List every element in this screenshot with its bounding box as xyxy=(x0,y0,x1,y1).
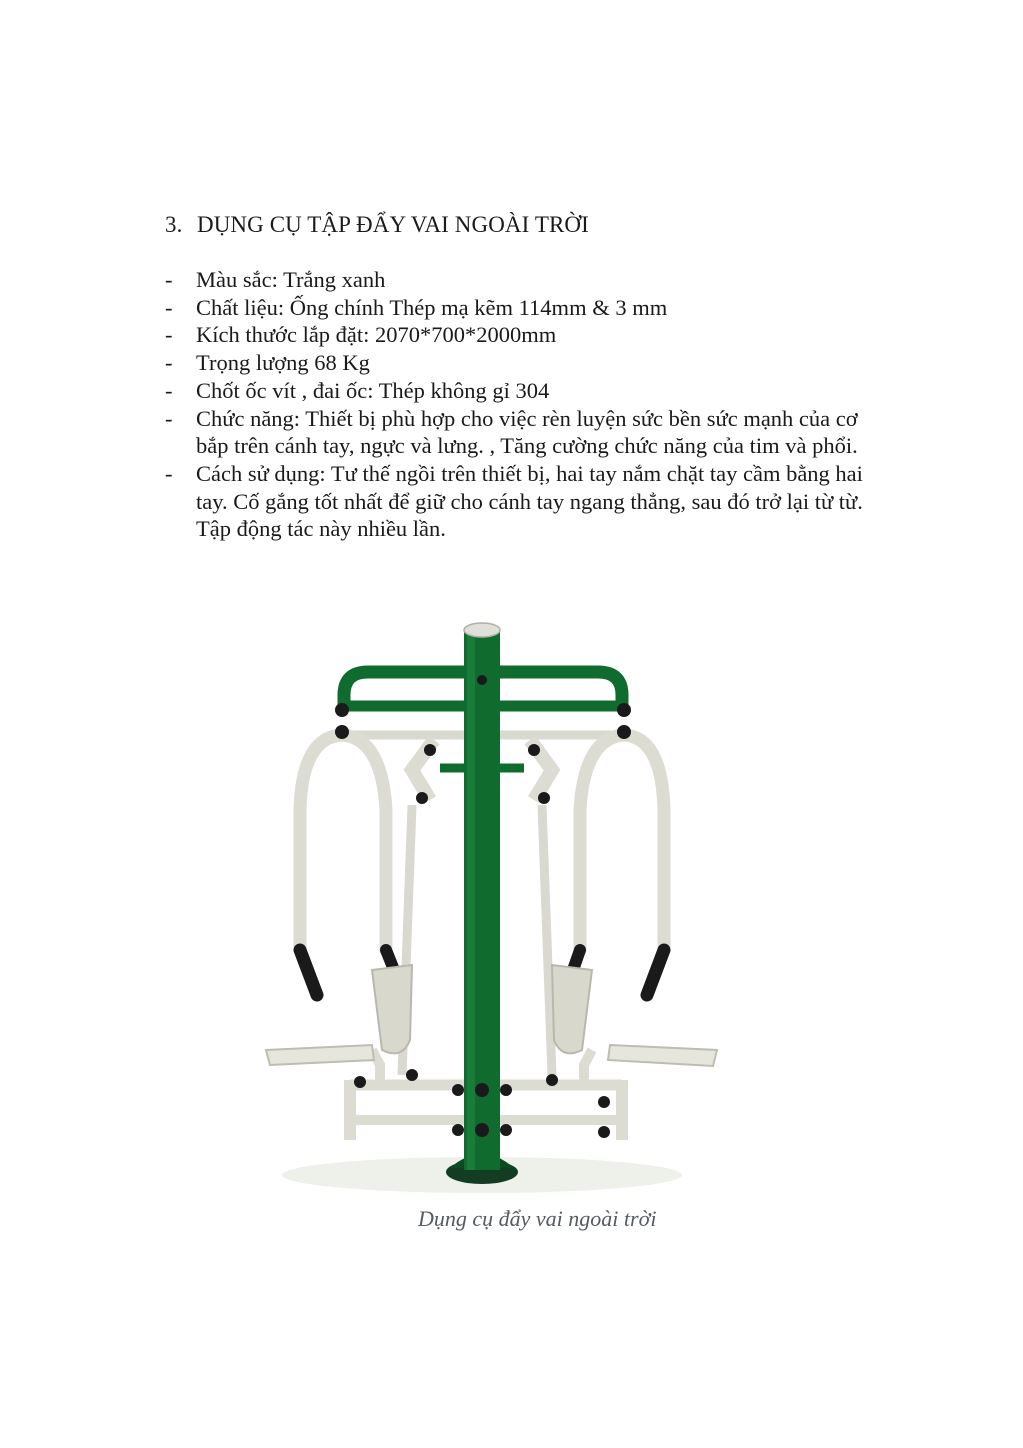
bullet-dash: - xyxy=(165,405,173,431)
bullet-dash: - xyxy=(165,322,173,348)
spec-weight: Trọng lượng 68 Kg xyxy=(196,350,370,376)
spec-dimensions: Kích thước lắp đặt: 2070*700*2000mm xyxy=(196,322,557,348)
bullet-dash: - xyxy=(165,350,173,376)
bullet-dash: - xyxy=(165,460,173,486)
list-item xyxy=(165,294,895,322)
bullet-dash: - xyxy=(165,267,173,292)
list-item xyxy=(165,266,895,294)
list-item xyxy=(165,349,895,377)
spec-bolts: Chốt ốc vít , đai ốc: Thép không gỉ 304 xyxy=(196,377,550,403)
list-item xyxy=(165,460,895,543)
figure-caption: Dụng cụ đẩy vai ngoài trời xyxy=(418,1206,657,1231)
spec-list xyxy=(165,266,895,543)
list-item xyxy=(165,377,895,405)
spec-function: Chức năng: Thiết bị phù hợp cho việc rèn luyện sức bền sức mạnh của cơ bắp trên cánh tay, ngực và lưng. , Tăng cường chức năng của tim và phổi. xyxy=(196,405,858,459)
shoulder-press-machine-icon xyxy=(262,620,722,1200)
section-title: DỤNG CỤ TẬP ĐẨY VAI NGOÀI TRỜI xyxy=(197,212,589,237)
section-heading xyxy=(165,210,589,240)
list-item xyxy=(165,321,895,349)
section-number: 3. xyxy=(165,212,183,237)
list-item xyxy=(165,405,895,460)
equipment-figure xyxy=(262,620,722,1200)
spec-material: Chất liệu: Ống chính Thép mạ kẽm 114mm & 3 mm xyxy=(196,294,668,320)
spec-usage: Cách sử dụng: Tư thế ngồi trên thiết bị, hai tay nắm chặt tay cầm bằng hai tay. Cố gắng tốt nhất để giữ cho cánh tay ngang thẳng, sau đó trở lại từ từ. Tập động tác này nhiều lần. xyxy=(196,460,863,542)
bullet-dash: - xyxy=(165,377,173,403)
spec-color: Màu sắc: Trắng xanh xyxy=(196,267,386,292)
bullet-dash: - xyxy=(165,294,173,320)
